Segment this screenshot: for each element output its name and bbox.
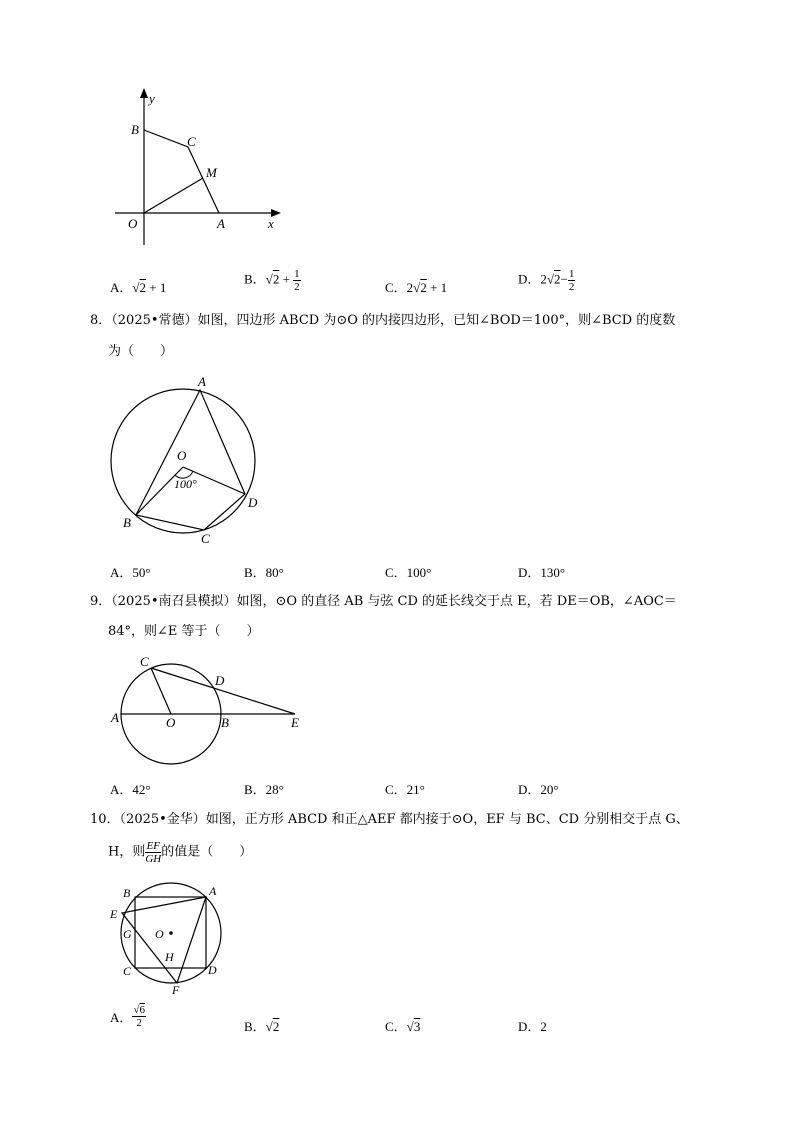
q10-option-d[interactable]: D．2 (518, 1019, 547, 1034)
label-c: C (123, 964, 132, 978)
q8-option-d[interactable]: D．130° (518, 565, 566, 580)
q8-option-b[interactable]: B．80° (244, 565, 284, 580)
q9-stem-line2: 84°，则∠E 等于（ ） (108, 624, 260, 639)
label-d: D (215, 673, 225, 688)
label-b: B (123, 886, 131, 900)
q8-option-c[interactable]: C．100° (385, 565, 432, 580)
quadrilateral-abcd (136, 390, 245, 530)
q9-stem-line1: 9．（2025•南召县模拟）如图，⊙O 的直径 AB 与弦 CD 的延长线交于点 E，若 DE＝OB，∠AOC＝ (90, 594, 677, 609)
q10-circle-figure (105, 880, 230, 1000)
q9-option-b[interactable]: B．28° (244, 782, 284, 797)
fraction: $\frac{√6}{2}$ (133, 1004, 145, 1029)
q7-option-b[interactable]: B．√2 + $\frac{1}{2}$ (244, 268, 300, 293)
label-y: y (149, 91, 155, 106)
q10-stem-line2: H，则 $\frac{EF}{GH}$ 的值是（ ） (108, 840, 253, 865)
label-o: O (155, 927, 164, 941)
q9-option-a[interactable]: A．42° (110, 782, 151, 797)
y-axis-arrow (140, 88, 148, 98)
q10-stem-line1: 10．（2025•金华）如图，正方形 ABCD 和正△AEF 都内接于⊙O，EF 与 BC、CD 分别相交于点 G、 (90, 812, 689, 827)
label-angle: 100° (174, 477, 197, 491)
label-c: C (187, 134, 196, 149)
center-dot (169, 931, 173, 935)
q10-option-a[interactable]: A． $\frac{√6}{2}$ (110, 1004, 145, 1029)
fraction: $\frac{1}{2}$ (294, 268, 300, 293)
q8-stem-line2: 为（ ） (108, 344, 174, 359)
label-b: B (131, 122, 139, 137)
segment-om (144, 178, 203, 213)
segment-oc (151, 668, 171, 714)
label-d: D (248, 495, 258, 510)
q8-stem-line1: 8．（2025•常德）如图，四边形 ABCD 为⊙O 的内接四边形，已知∠BOD＝100°，则∠BCD 的度数 (90, 313, 676, 328)
label-c: C (201, 531, 210, 546)
q10-option-c[interactable]: C．√3 (385, 1019, 421, 1034)
label-a: A (217, 216, 225, 231)
q7-coordinate-figure (100, 85, 300, 245)
label-h: H (165, 950, 174, 964)
fraction: $\frac{1}{2}$ (568, 268, 575, 293)
q7-option-c[interactable]: C．2√2 + 1 (385, 280, 448, 295)
label-g: G (123, 927, 132, 941)
label-e: E (110, 907, 118, 921)
label-f: F (172, 983, 180, 997)
q7-option-d[interactable]: D．2√2− $\frac{1}{2}$ (518, 268, 575, 293)
q10-option-b[interactable]: B．√2 (244, 1019, 280, 1034)
q9-option-d[interactable]: D．20° (518, 782, 559, 797)
label-a: A (111, 710, 119, 725)
q9-option-c[interactable]: C．21° (385, 782, 425, 797)
label-o: O (177, 448, 187, 463)
segment-ob (136, 467, 183, 515)
label-b: B (221, 715, 229, 730)
label-m: M (206, 165, 217, 180)
label-a: A (198, 374, 206, 389)
label-x: x (268, 216, 274, 231)
label-e: E (291, 715, 299, 730)
q9-circle-figure (105, 650, 315, 765)
label-o: O (128, 216, 138, 231)
label-d: D (208, 963, 217, 977)
q7-option-a[interactable]: A．√2 + 1 (110, 280, 167, 295)
q8-option-a[interactable]: A．50° (110, 565, 151, 580)
fraction-ef-gh: $\frac{EF}{GH}$ (145, 840, 162, 865)
label-b: B (123, 515, 131, 530)
label-o: O (166, 715, 176, 730)
label-a: A (209, 884, 217, 898)
label-c: C (140, 654, 149, 669)
q8-circle-figure (100, 370, 270, 550)
